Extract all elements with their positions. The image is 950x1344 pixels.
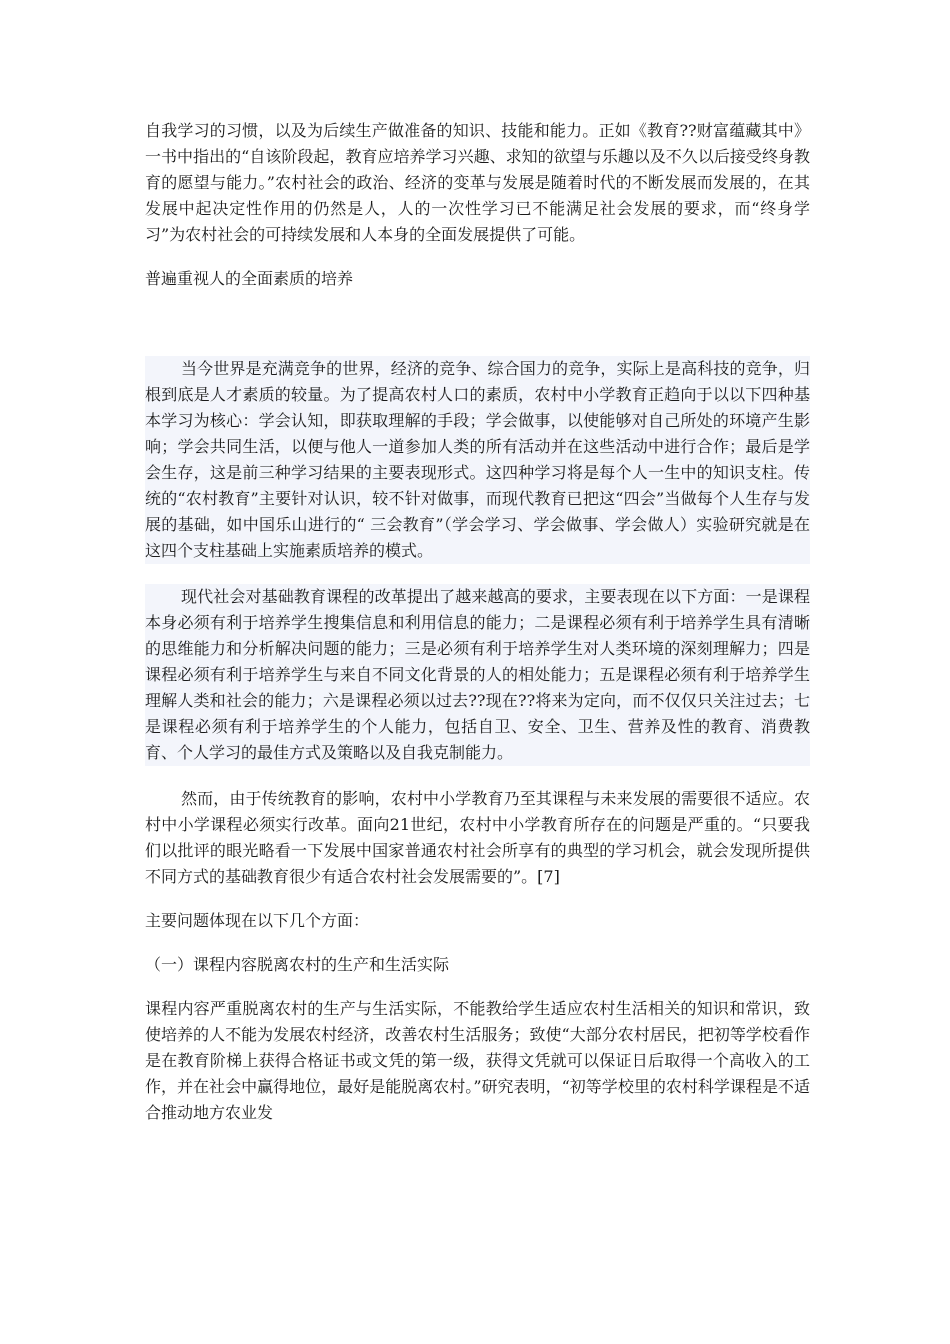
sub-heading-1: （一）课程内容脱离农村的生产和生活实际 — [145, 955, 450, 974]
paragraph-however: 然而，由于传统教育的影响，农村中小学教育乃至其课程与未来发展的需要很不适应。农村中小学课程必须实行改革。面向21世纪，农村中小学教育所存在的问题是严重的。“只要我们以批评的眼光略看一下发展中国家普通农村社会所享有的典型的学习机会，就会发现所提供不同方式的基础教育很少有适合农村社会发展需要的”。[7] — [145, 789, 810, 886]
paragraph-content-detached: 课程内容严重脱离农村的生产与生活实际，不能教给学生适应农村生活相关的知识和常识，致使培养的人不能为发展农村经济，改善农村生活服务；致使“大部分农村居民，把初等学校看作是在教育阶梯上获得合格证书或文凭的第一级，获得文凭就可以保证日后取得一个高收入的工作，并在社会中赢得地位，最好是能脱离农村。”研究表明，“初等学校里的农村科学课程是不适合推动地方农业发 — [145, 999, 810, 1122]
paragraph-lifelong-learning: 自我学习的习惯，以及为后续生产做准备的知识、技能和能力。正如《教育??财富蕴藏其中》一书中指出的“自该阶段起，教育应培养学习兴趣、求知的欲望与乐趣以及不久以后接受终身教育的愿望与能力。”农村社会的政治、经济的变革与发展是随着时代的不断发展而发展的，在其发展中起决定性作用的仍然是人，人的一次性学习已不能满足社会发展的要求，而“终身学习”为农村社会的可持续发展和人本身的全面发展提供了可能。 — [145, 121, 810, 244]
section-heading-quality: 普遍重视人的全面素质的培养 — [145, 269, 354, 288]
paragraph-curriculum-reform: 现代社会对基础教育课程的改革提出了越来越高的要求，主要表现在以下方面：一是课程本身必须有利于培养学生搜集信息和利用信息的能力；二是课程必须有利于培养学生具有清晰的思维能力和分析解决问题的能力；三是必须有利于培养学生对人类环境的深刻理解力；四是课程必须有利于培养学生与来自不同文化背景的人的相处能力；五是课程必须有利于培养学生理解人类和社会的能力；六是课程必须以过去??现在??将来为定向，而不仅仅只关注过去；七是课程必须有利于培养学生的个人能力，包括自卫、安全、卫生、营养及性的教育、消费教育、个人学习的最佳方式及策略以及自我克制能力。 — [145, 584, 810, 766]
document-page — [145, 118, 810, 1126]
paragraph-competition: 当今世界是充满竞争的世界，经济的竞争、综合国力的竞争，实际上是高科技的竞争，归根到底是人才素质的较量。为了提高农村人口的素质，农村中小学教育正趋向于以以下四种基本学习为核心：学会认知，即获取理解的手段；学会做事，以使能够对自己所处的环境产生影响；学会共同生活，以便与他人一道参加人类的所有活动并在这些活动中进行合作；最后是学会生存，这是前三种学习结果的主要表现形式。这四种学习将是每个人一生中的知识支柱。传统的“农村教育”主要针对认识，较不针对做事，而现代教育已把这“四会”当做每个人生存与发展的基础，如中国乐山进行的“ 三会教育”（学会学习、学会做事、学会做人）实验研究就是在这四个支柱基础上实施素质培养的模式。 — [145, 356, 810, 564]
paragraph-main-problems: 主要问题体现在以下几个方面： — [145, 911, 370, 930]
